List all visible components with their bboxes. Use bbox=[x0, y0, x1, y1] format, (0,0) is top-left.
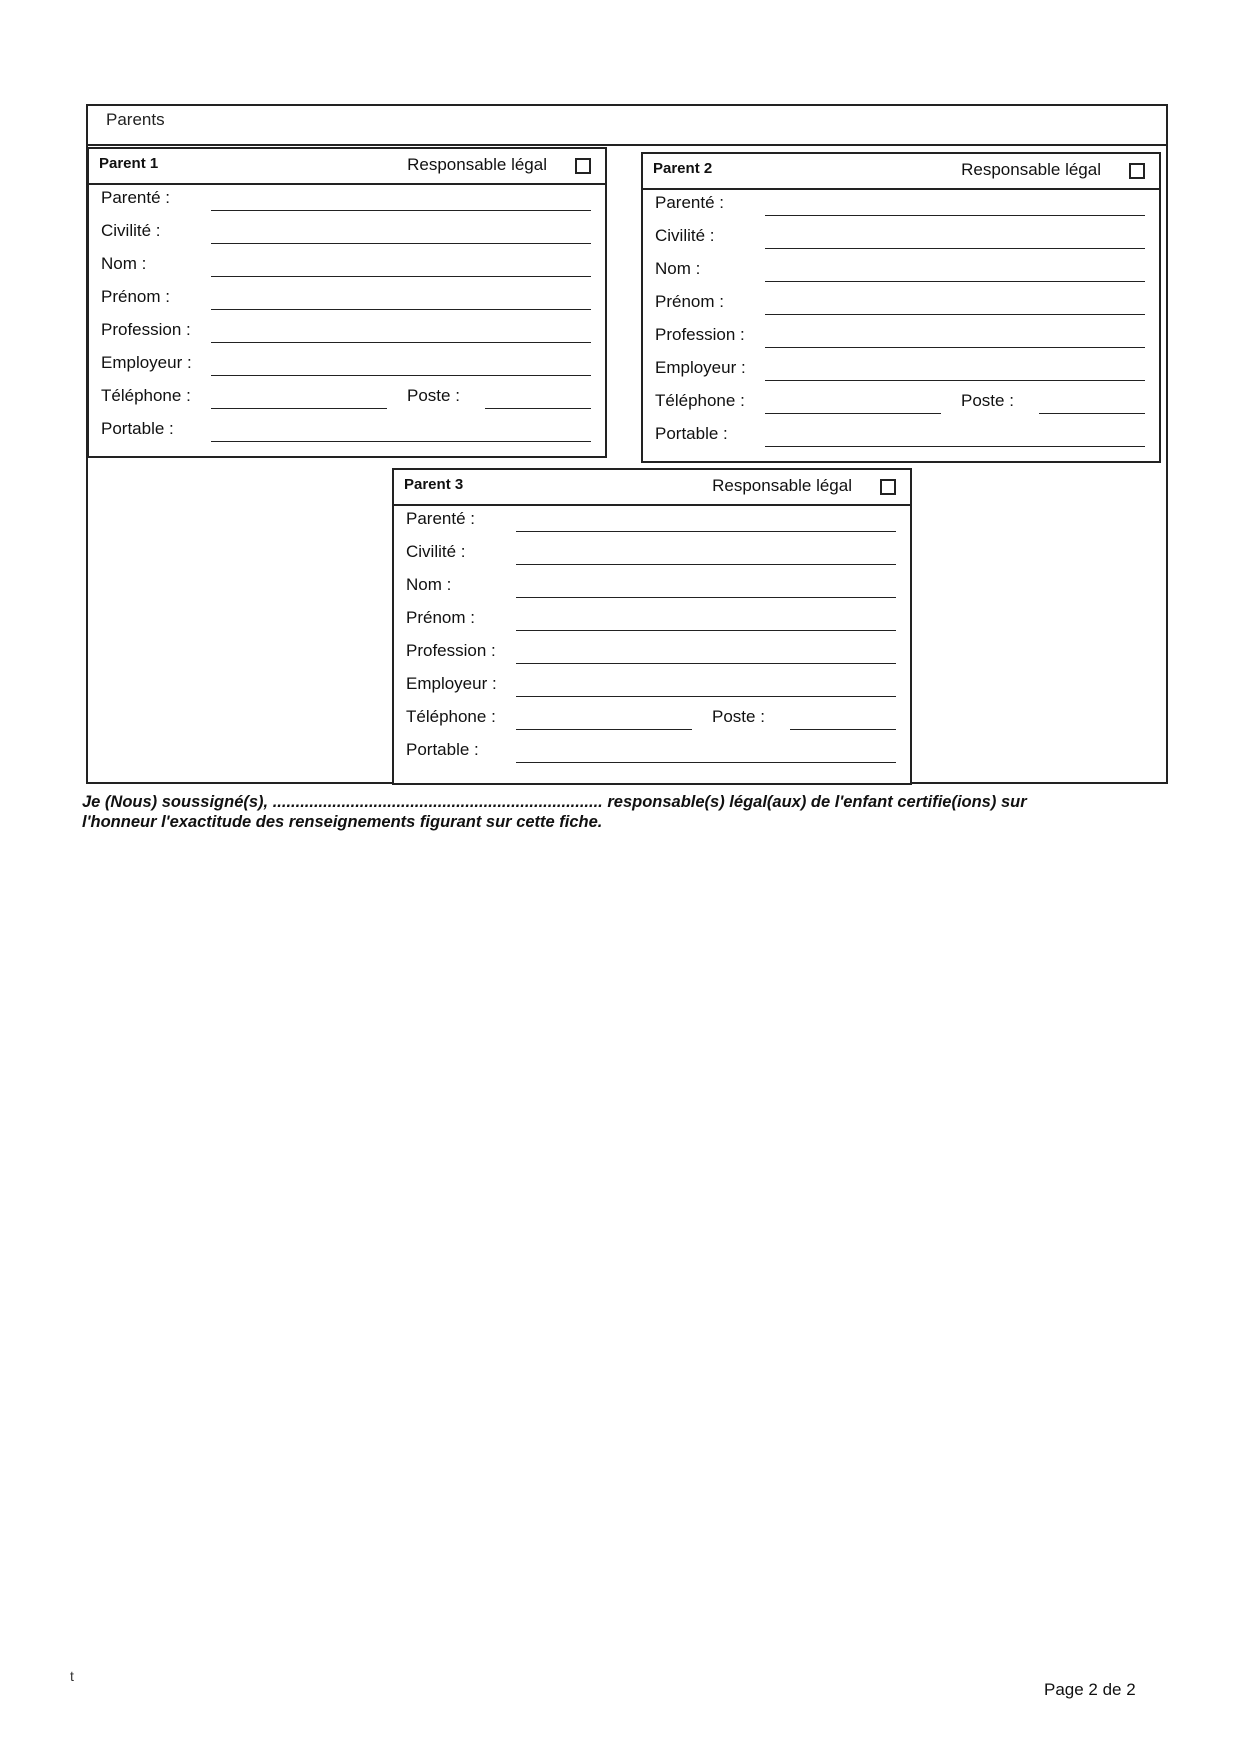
parente-input-line[interactable] bbox=[516, 531, 896, 532]
poste-label: Poste : bbox=[712, 707, 765, 726]
parent-1-parente-row bbox=[101, 188, 591, 214]
nom-label: Nom : bbox=[101, 254, 147, 273]
parent-3-employeur-row bbox=[406, 674, 896, 700]
parent-3-block bbox=[392, 468, 912, 785]
prenom-input-line[interactable] bbox=[516, 630, 896, 631]
parent-3-title: Parent 3 bbox=[404, 476, 464, 493]
portable-label: Portable : bbox=[655, 424, 728, 443]
poste-label: Poste : bbox=[407, 386, 460, 405]
employeur-label: Employeur : bbox=[655, 358, 746, 377]
nom-input-line[interactable] bbox=[211, 276, 591, 277]
profession-label: Profession : bbox=[655, 325, 745, 344]
parent-2-portable-row bbox=[655, 424, 1145, 450]
telephone-input-line[interactable] bbox=[765, 413, 941, 414]
profession-input-line[interactable] bbox=[211, 342, 591, 343]
parent-3-responsable-label: Responsable légal bbox=[712, 476, 852, 495]
civilite-input-line[interactable] bbox=[516, 564, 896, 565]
page-number: Page 2 de 2 bbox=[1044, 1680, 1136, 1699]
parent-1-responsable-label: Responsable légal bbox=[407, 155, 547, 174]
parent-2-civilite-row bbox=[655, 226, 1145, 252]
employeur-label: Employeur : bbox=[406, 674, 497, 693]
section-divider bbox=[88, 144, 1166, 146]
telephone-label: Téléphone : bbox=[101, 386, 191, 405]
parent-1-prenom-row bbox=[101, 287, 591, 313]
parent-1-title: Parent 1 bbox=[99, 155, 159, 172]
profession-input-line[interactable] bbox=[765, 347, 1145, 348]
telephone-label: Téléphone : bbox=[655, 391, 745, 410]
parent-1-employeur-row bbox=[101, 353, 591, 379]
employeur-label: Employeur : bbox=[101, 353, 192, 372]
parent-1-responsable-checkbox[interactable] bbox=[575, 158, 591, 174]
stray-mark: t bbox=[70, 1668, 74, 1684]
parent-3-responsable-checkbox[interactable] bbox=[880, 479, 896, 495]
prenom-label: Prénom : bbox=[101, 287, 170, 306]
nom-input-line[interactable] bbox=[765, 281, 1145, 282]
prenom-input-line[interactable] bbox=[765, 314, 1145, 315]
poste-input-line[interactable] bbox=[790, 729, 896, 730]
portable-input-line[interactable] bbox=[211, 441, 591, 442]
parent-2-block bbox=[641, 152, 1161, 463]
civilite-label: Civilité : bbox=[101, 221, 161, 240]
portable-input-line[interactable] bbox=[516, 762, 896, 763]
telephone-input-line[interactable] bbox=[516, 729, 692, 730]
portable-label: Portable : bbox=[406, 740, 479, 759]
parent-3-nom-row bbox=[406, 575, 896, 601]
parent-1-profession-row bbox=[101, 320, 591, 346]
parent-2-profession-row bbox=[655, 325, 1145, 351]
parent-3-portable-row bbox=[406, 740, 896, 766]
civilite-input-line[interactable] bbox=[211, 243, 591, 244]
parent-1-block bbox=[87, 147, 607, 458]
employeur-input-line[interactable] bbox=[211, 375, 591, 376]
employeur-input-line[interactable] bbox=[516, 696, 896, 697]
prenom-label: Prénom : bbox=[655, 292, 724, 311]
parente-input-line[interactable] bbox=[765, 215, 1145, 216]
portable-input-line[interactable] bbox=[765, 446, 1145, 447]
profession-label: Profession : bbox=[101, 320, 191, 339]
declaration bbox=[82, 792, 1162, 832]
parent-3-civilite-row bbox=[406, 542, 896, 568]
parent-2-header bbox=[643, 154, 1159, 190]
civilite-label: Civilité : bbox=[406, 542, 466, 561]
parent-1-header bbox=[89, 149, 605, 185]
nom-label: Nom : bbox=[406, 575, 452, 594]
parent-3-telephone-row bbox=[406, 707, 896, 733]
civilite-label: Civilité : bbox=[655, 226, 715, 245]
portable-label: Portable : bbox=[101, 419, 174, 438]
parent-3-header bbox=[394, 470, 910, 506]
telephone-label: Téléphone : bbox=[406, 707, 496, 726]
declaration-line-1: Je (Nous) soussigné(s), ........................................................................ responsable(s) légal(aux) de l'enfant certifie(ions) sur bbox=[82, 793, 1027, 811]
parent-1-civilite-row bbox=[101, 221, 591, 247]
parente-label: Parenté : bbox=[101, 188, 170, 207]
parent-2-parente-row bbox=[655, 193, 1145, 219]
poste-input-line[interactable] bbox=[1039, 413, 1145, 414]
parent-1-portable-row bbox=[101, 419, 591, 445]
telephone-input-line[interactable] bbox=[211, 408, 387, 409]
parent-2-title: Parent 2 bbox=[653, 160, 713, 177]
profession-input-line[interactable] bbox=[516, 663, 896, 664]
parent-2-prenom-row bbox=[655, 292, 1145, 318]
parente-label: Parenté : bbox=[406, 509, 475, 528]
parent-3-profession-row bbox=[406, 641, 896, 667]
parent-2-employeur-row bbox=[655, 358, 1145, 384]
prenom-label: Prénom : bbox=[406, 608, 475, 627]
parent-2-nom-row bbox=[655, 259, 1145, 285]
parent-2-telephone-row bbox=[655, 391, 1145, 417]
parent-2-responsable-checkbox[interactable] bbox=[1129, 163, 1145, 179]
parent-3-parente-row bbox=[406, 509, 896, 535]
parent-1-nom-row bbox=[101, 254, 591, 280]
poste-input-line[interactable] bbox=[485, 408, 591, 409]
parent-3-prenom-row bbox=[406, 608, 896, 634]
parente-input-line[interactable] bbox=[211, 210, 591, 211]
employeur-input-line[interactable] bbox=[765, 380, 1145, 381]
parente-label: Parenté : bbox=[655, 193, 724, 212]
poste-label: Poste : bbox=[961, 391, 1014, 410]
parent-1-telephone-row bbox=[101, 386, 591, 412]
section-title: Parents bbox=[106, 110, 165, 129]
nom-input-line[interactable] bbox=[516, 597, 896, 598]
declaration-line-2: l'honneur l'exactitude des renseignements figurant sur cette fiche. bbox=[82, 813, 603, 831]
prenom-input-line[interactable] bbox=[211, 309, 591, 310]
parent-2-responsable-label: Responsable légal bbox=[961, 160, 1101, 179]
civilite-input-line[interactable] bbox=[765, 248, 1145, 249]
profession-label: Profession : bbox=[406, 641, 496, 660]
nom-label: Nom : bbox=[655, 259, 701, 278]
